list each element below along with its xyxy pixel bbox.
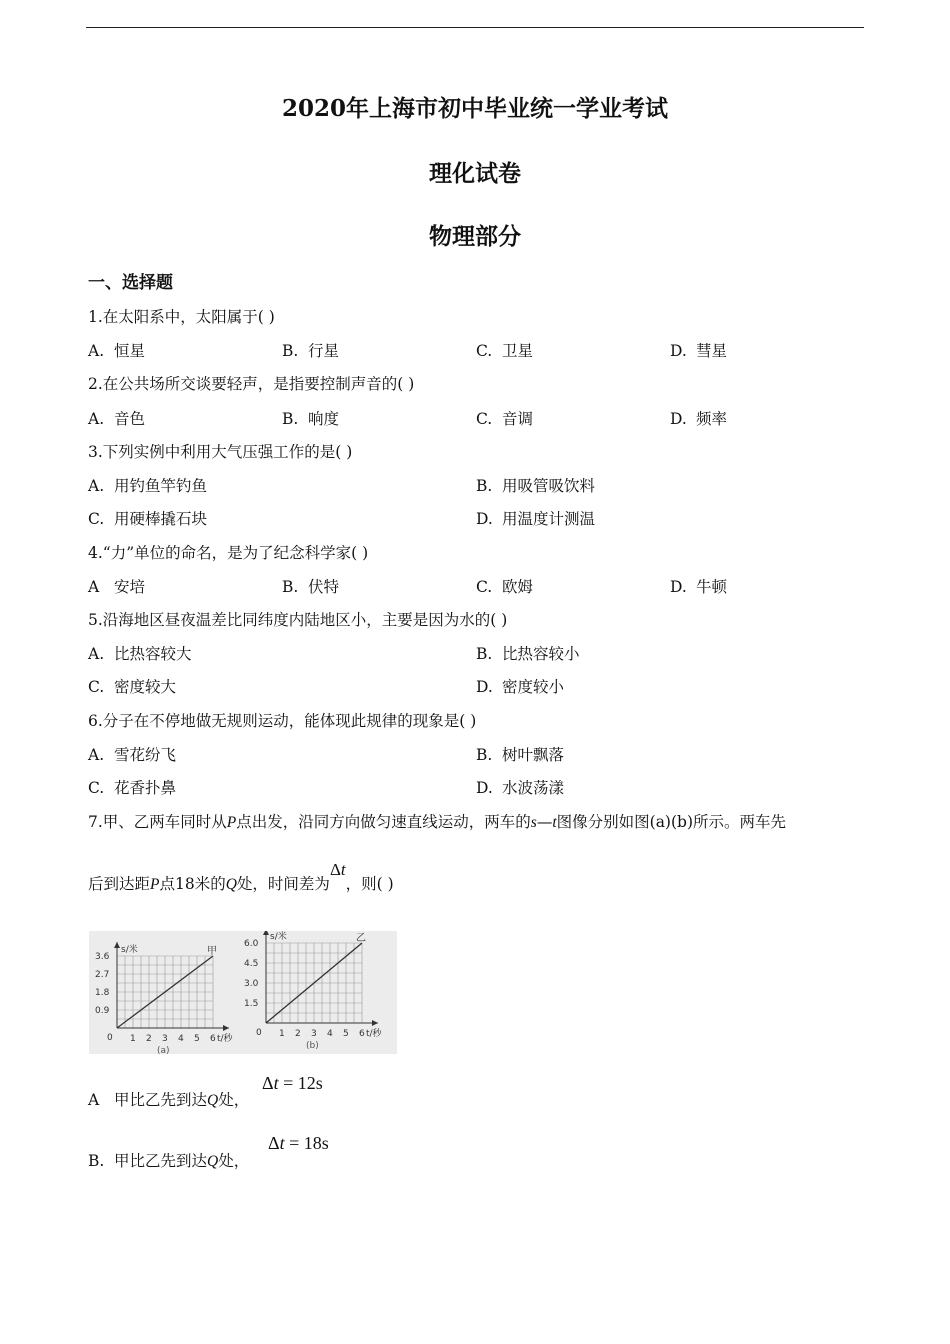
q4-option-a: A 安培 <box>88 578 146 596</box>
y-tick-label: 1.8 <box>95 988 110 998</box>
x-axis-arrow <box>372 1020 378 1026</box>
exam-title: 2020年上海市初中毕业统一学业考试 <box>281 95 668 122</box>
q5-option-c: C. 密度较大 <box>88 678 177 696</box>
q1-option-c: C. 卫星 <box>476 342 534 360</box>
section-heading: 一、选择题 <box>88 273 173 293</box>
x-tick-label: 1 <box>279 1029 285 1039</box>
x-tick-label: 5 <box>194 1034 200 1044</box>
question-2-stem: 2.在公共场所交谈要轻声，是指要控制声音的( ) <box>88 375 415 393</box>
y-tick-label: 1.5 <box>244 999 259 1009</box>
y-tick-label: 3.6 <box>95 952 110 962</box>
paper-subtitle: 理化试卷 <box>429 160 521 187</box>
x-tick-label: 6 <box>210 1034 216 1044</box>
q7-option-b: B. 甲比乙先到达Q处， <box>88 1152 250 1170</box>
q2-option-a: A. 音色 <box>88 410 146 428</box>
x-tick-label: 1 <box>130 1034 136 1044</box>
q3-option-d: D. 用温度计测温 <box>476 510 596 528</box>
question-6-stem: 6.分子在不停地做无规则运动，能体现此规律的现象是( ) <box>88 712 477 730</box>
x-axis-label: t/秒 <box>366 1029 382 1039</box>
q1-option-d: D. 彗星 <box>670 342 728 360</box>
x-tick-label: 4 <box>178 1034 184 1044</box>
x-axis-arrow <box>223 1025 229 1031</box>
y-axis-arrow <box>263 931 269 935</box>
q1-option-b: B. 行星 <box>282 342 340 360</box>
origin-label: 0 <box>256 1028 262 1038</box>
y-axis-arrow <box>114 942 120 948</box>
y-tick-label: 6.0 <box>244 939 259 949</box>
q2-option-c: C. 音调 <box>476 410 534 428</box>
header-rule <box>86 27 864 28</box>
q6-option-c: C. 花香扑鼻 <box>88 779 177 797</box>
x-tick-label: 4 <box>327 1029 333 1039</box>
q5-option-b: B. 比热容较小 <box>476 645 580 663</box>
x-tick-label: 5 <box>343 1029 349 1039</box>
question-5-stem: 5.沿海地区昼夜温差比同纬度内陆地区小，主要是因为水的( ) <box>88 611 508 629</box>
q1-option-a: A. 恒星 <box>88 342 146 360</box>
question-7-stem-line1: 7.甲、乙两车同时从P点出发，沿同方向做匀速直线运动，两车的s—t图像分别如图(a)(b)所示。两车先 <box>88 813 786 831</box>
q4-option-b: B. 伏特 <box>282 578 340 596</box>
graph-a <box>89 931 242 1054</box>
q6-option-a: A. 雪花纷飞 <box>88 746 177 764</box>
question-4-stem: 4.“力”单位的命名，是为了纪念科学家( ) <box>88 544 369 562</box>
y-axis-label: s/米 <box>121 945 138 955</box>
q3-option-b: B. 用吸管吸饮料 <box>476 477 596 495</box>
y-tick-label: 4.5 <box>244 959 259 969</box>
delta-t-symbol: Δt <box>329 860 346 879</box>
q6-option-d: D. 水波荡漾 <box>476 779 565 797</box>
series-label: 甲 <box>207 946 217 957</box>
x-tick-label: 2 <box>295 1029 301 1039</box>
q4-option-d: D. 牛顿 <box>670 578 728 596</box>
q3-option-a: A. 用钓鱼竿钓鱼 <box>88 477 208 495</box>
q3-option-c: C. 用硬棒撬石块 <box>88 510 208 528</box>
graph-b <box>242 931 397 1054</box>
q7-option-a-math: Δt = 12s <box>262 1073 323 1093</box>
q5-option-d: D. 密度较小 <box>476 678 565 696</box>
series-label: 乙 <box>356 933 366 944</box>
q2-option-d: D. 频率 <box>670 410 728 428</box>
origin-label: 0 <box>107 1033 113 1043</box>
graph-caption: (b) <box>306 1041 319 1051</box>
q7-option-b-math: Δt = 18s <box>268 1133 329 1153</box>
section-subtitle: 物理部分 <box>429 223 521 250</box>
x-tick-label: 3 <box>162 1034 168 1044</box>
x-tick-label: 6 <box>359 1029 365 1039</box>
q6-option-b: B. 树叶飘落 <box>476 746 565 764</box>
q4-option-c: C. 欧姆 <box>476 578 534 596</box>
q5-option-a: A. 比热容较大 <box>88 645 192 663</box>
x-tick-label: 3 <box>311 1029 317 1039</box>
y-axis-label: s/米 <box>270 932 287 942</box>
question-7-stem-line2: 后到达距P点18米的Q处，时间差为Δt，则( ) <box>88 860 394 893</box>
y-tick-label: 3.0 <box>244 979 259 989</box>
question-3-stem: 3.下列实例中利用大气压强工作的是( ) <box>88 443 353 461</box>
y-tick-label: 2.7 <box>95 970 110 980</box>
graph-caption: (a) <box>157 1046 170 1054</box>
question-1-stem: 1.在太阳系中，太阳属于( ) <box>88 308 275 326</box>
x-axis-label: t/秒 <box>217 1034 233 1044</box>
q2-option-b: B. 响度 <box>282 410 340 428</box>
y-tick-label: 0.9 <box>95 1006 110 1016</box>
x-tick-label: 2 <box>146 1034 152 1044</box>
q7-option-a: A 甲比乙先到达Q处， <box>88 1091 250 1109</box>
